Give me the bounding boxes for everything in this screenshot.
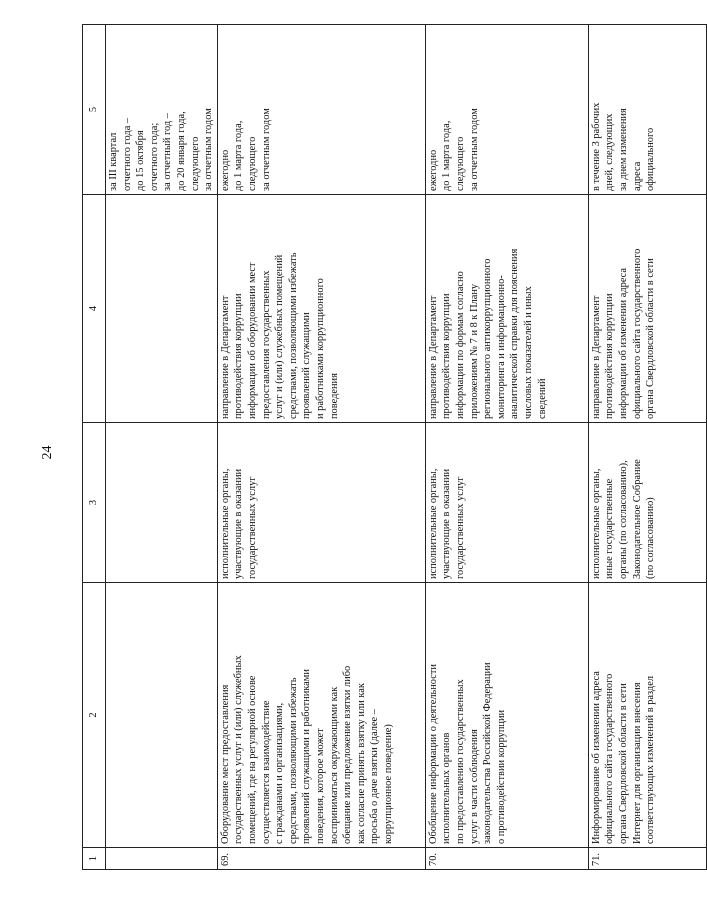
cell-text-line: поведения, которое может <box>314 728 326 844</box>
cell-text-line: участвующие в оказании <box>441 468 453 579</box>
cell-text-line: за отчетным годом <box>260 108 272 191</box>
cell-text-line: следующего <box>189 136 201 191</box>
table-row <box>588 25 706 870</box>
cell-text-line: за днем изменения <box>617 108 629 191</box>
cell-text-line: как согласие принять взятку или как <box>355 683 367 844</box>
cell-text-line: за отчетный год – <box>162 113 174 191</box>
header-cell: 1 <box>83 848 106 870</box>
cell-text-line: участвующие в оказании <box>233 468 245 579</box>
cell-text-line: по предоставлению государственных <box>454 679 466 844</box>
cell-text-line: Интернет для организации внесения <box>631 682 643 844</box>
row-number-cell: 70. <box>425 848 588 870</box>
cell-text-line: Законодательное Собрание <box>631 459 643 579</box>
cell-text-line: противодействия коррупции <box>441 293 453 419</box>
deadline-cell <box>217 25 425 195</box>
cell-text-line: до 1 марта года, <box>233 120 245 191</box>
reporting-form-cell <box>425 195 588 423</box>
header-cell: 3 <box>83 423 106 583</box>
measure-cell <box>588 583 706 848</box>
cell-text-line: Обобщение информации о деятельности <box>427 664 439 844</box>
cell-text-line: исполнительных органов <box>441 732 453 844</box>
measure-cell <box>425 583 588 848</box>
cell-text-line: осуществляется взаимодействие <box>260 700 272 844</box>
row-number-cell: 71. <box>588 848 706 870</box>
cell-text-line: за отчетным годом <box>468 108 480 191</box>
cell-text-line: проявлений служащими <box>301 312 313 419</box>
cell-text-line: (по согласованию) <box>645 497 657 579</box>
cell-text-line: предоставления государственных <box>260 270 272 419</box>
measure-cell <box>106 583 218 848</box>
cell-text-line: законодательства Российской Федерации <box>482 662 494 844</box>
cell-text-line: органы (по согласованию), <box>617 460 629 579</box>
header-cell: 5 <box>83 25 106 195</box>
cell-text-line: проявлений служащими и работниками <box>301 669 313 844</box>
cell-text-line: Информирование об изменении адреса <box>590 671 602 844</box>
cell-text-line: следующего <box>246 136 258 191</box>
responsible-cell <box>425 423 588 583</box>
cell-text-line: информации об изменении адреса <box>617 267 629 419</box>
cell-text-line: мониторинга и информационно- <box>495 275 507 419</box>
cell-text-line: в течение 3 рабочих <box>590 102 602 191</box>
cell-text-line: до 15 октября <box>135 130 147 191</box>
cell-text-line: отчетного года; <box>148 122 160 191</box>
cell-text-line: государственных услуг <box>246 476 258 579</box>
cell-text-line: официального сайта государственного <box>631 248 643 419</box>
row-number-cell <box>106 848 218 870</box>
cell-text-line: Оборудование мест предоставления <box>219 684 231 844</box>
deadline-cell <box>588 25 706 195</box>
responsible-cell <box>217 423 425 583</box>
cell-text-line: с гражданами и организациями, <box>274 702 286 844</box>
cell-text-line: информации об оборудовании мест <box>246 262 258 419</box>
responsible-cell <box>588 423 706 583</box>
reporting-form-cell <box>588 195 706 423</box>
cell-text-line: следующего <box>454 136 466 191</box>
cell-text-line: официального сайта государственного <box>604 673 616 844</box>
cell-text-line: за III квартал <box>108 132 119 191</box>
cell-text-line: коррупционное поведение) <box>382 724 394 844</box>
measure-cell <box>217 583 425 848</box>
cell-text-line: регионального антикоррупционного <box>482 258 494 419</box>
cell-text-line: и работниками коррупционного <box>314 278 326 419</box>
cell-text-line: обещание или предложение взятки либо <box>342 665 354 844</box>
cell-text-line: исполнительные органы, <box>427 468 439 579</box>
cell-text-line: средствами, позволяющими избежать <box>287 252 299 419</box>
row-number-cell: 69. <box>217 848 425 870</box>
cell-text-line: сведений <box>536 378 548 419</box>
cell-text-line: аналитической справки для пояснения <box>509 248 521 419</box>
header-cell: 2 <box>83 583 106 848</box>
cell-text-line: органа Свердловской области в сети <box>645 258 657 419</box>
cell-text-line: просьба о даче взятки (далее – <box>369 709 381 844</box>
cell-text-line: государственных услуг <box>454 476 466 579</box>
cell-text-line: о противодействии коррупции <box>495 709 507 844</box>
cell-text-line: поведения <box>328 373 340 419</box>
cell-text-line: до 20 января года, <box>175 111 187 191</box>
reporting-form-cell <box>106 195 218 423</box>
cell-text-line: за отчетным годом <box>203 108 215 191</box>
table-row <box>106 25 218 870</box>
cell-text-line: соответствующих изменений в раздел <box>645 675 657 844</box>
cell-text-line: противодействия коррупции <box>233 293 245 419</box>
cell-text-line: исполнительные органы, <box>590 468 602 579</box>
table-row <box>217 25 425 870</box>
cell-text-line: государственных услуг и (или) служебных <box>233 655 245 844</box>
cell-text-line: до 1 марта года, <box>441 120 453 191</box>
cell-text-line: помещений, где на регулярной основе <box>246 675 258 844</box>
cell-text-line: органа Свердловской области в сети <box>617 683 629 844</box>
cell-text-line: адреса <box>631 161 643 191</box>
cell-text-line: восприниматься окружающими как <box>328 686 340 844</box>
cell-text-line: услуг в части соблюдения <box>468 729 480 844</box>
cell-text-line: направление в Департамент <box>427 295 439 419</box>
cell-text-line: числовых показателей и иных <box>522 286 534 419</box>
reporting-form-cell <box>217 195 425 423</box>
cell-text-line: официального <box>645 127 657 191</box>
cell-text-line: иные государственные <box>604 478 616 579</box>
cell-text-line: приложениям № 7 и 8 к Плану <box>468 283 480 419</box>
cell-text-line: ежегодно <box>219 149 231 191</box>
header-cell: 4 <box>83 195 106 423</box>
deadline-cell <box>106 25 218 195</box>
cell-text-line: направление в Департамент <box>590 295 602 419</box>
table-header-row <box>83 25 106 870</box>
plan-table <box>82 24 707 870</box>
cell-text-line: отчетного года – <box>121 117 133 191</box>
rotated-table-container <box>82 25 657 870</box>
cell-text-line: дней, следующих <box>604 113 616 191</box>
page-number: 24 <box>40 445 55 460</box>
cell-text-line: исполнительные органы, <box>219 468 231 579</box>
cell-text-line: направление в Департамент <box>219 295 231 419</box>
deadline-cell <box>425 25 588 195</box>
cell-text-line: средствами, позволяющими избежать <box>287 677 299 844</box>
cell-text-line: информации по формам согласно <box>454 271 466 419</box>
cell-text-line: услуг и (или) служебных помещений <box>274 254 286 419</box>
table-row <box>425 25 588 870</box>
cell-text-line: ежегодно <box>427 149 439 191</box>
cell-text-line: противодействия коррупции <box>604 293 616 419</box>
responsible-cell <box>106 423 218 583</box>
